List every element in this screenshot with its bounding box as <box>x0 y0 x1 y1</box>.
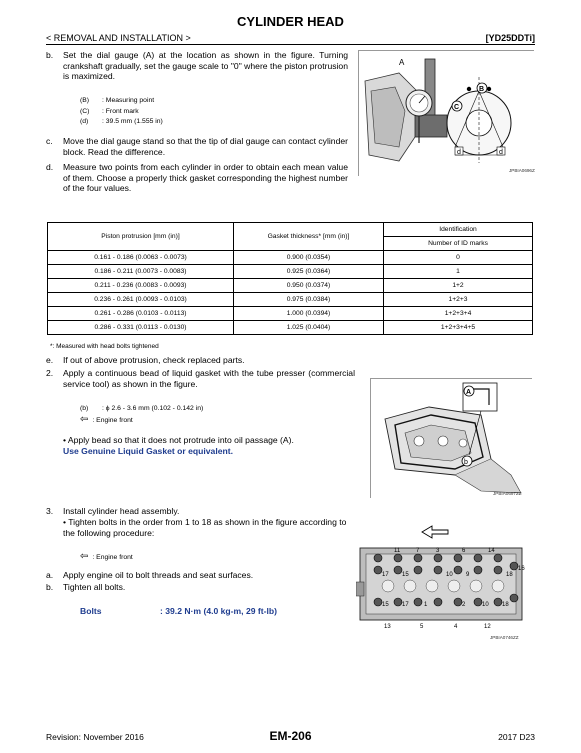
legend-row-front: ⇦ : Engine front <box>80 413 133 425</box>
dial-gauge-illustration <box>359 51 535 177</box>
step-text: Set the dial gauge (A) at the location as shown in the figure. Turning crankshaft gradually, set the gauge scale to "0" where the piston protrusion is maximized. <box>63 50 348 81</box>
label-c: C <box>454 104 460 111</box>
page-title: CYLINDER HEAD <box>237 14 344 29</box>
step-number: c. <box>46 136 53 146</box>
step-number: d. <box>46 162 54 172</box>
gasket-bead-illustration <box>371 379 533 499</box>
step-text: Install cylinder head assembly. <box>63 506 180 516</box>
bolt-number: 3 <box>436 548 440 554</box>
header-rule <box>46 44 535 45</box>
bolt-number: 14 <box>488 548 495 554</box>
figure-caption: JPBIA0697ZZ <box>493 491 522 496</box>
header-piston-protrusion: Piston protrusion [mm (in)] <box>48 223 234 251</box>
tighten-order-note: • Tighten bolts in the order from 1 to 18 as shown in the figure according to the following procedure: <box>63 517 347 538</box>
step-number: 3. <box>46 506 54 516</box>
gasket-selection-table <box>47 222 533 335</box>
step-d-measure <box>46 162 348 196</box>
table-row: 0.286 - 0.331 (0.0113 - 0.0130) 1.025 (0.0404) 1+2+3+4+5 <box>48 321 533 335</box>
label-a: A <box>466 389 472 396</box>
figure-caption: JPBIA0746ZZ <box>490 635 519 640</box>
label-d-right: d <box>499 149 503 156</box>
bolts-torque-value: : 39.2 N·m (4.0 kg-m, 29 ft-lb) <box>160 606 277 616</box>
bolt-number: 4 <box>454 624 458 630</box>
figure-liquid-gasket <box>370 378 532 498</box>
step-text: Measure two points from each cylinder in order to obtain each mean value of them. Choose a properly thick gasket corresponding the highest number of the four values. <box>63 162 348 193</box>
bolt-number: 5 <box>420 624 424 630</box>
section-heading: < REMOVAL AND INSTALLATION > <box>46 33 191 43</box>
bolt-number: 9 <box>466 572 470 578</box>
bead-note: • Apply bead so that it does not protrude into oil passage (A). <box>63 435 294 445</box>
legend-row-d: (d) : 39.5 mm (1.555 in) <box>80 118 163 125</box>
bolt-number: 2 <box>462 602 466 608</box>
figure-caption: JPBIA0696ZZ <box>509 168 535 173</box>
step-number: b. <box>46 50 54 60</box>
step-text: Apply engine oil to bolt threads and seat surfaces. <box>63 570 254 580</box>
figure-dial-gauge <box>358 50 534 176</box>
bolt-number: 18 <box>506 572 513 578</box>
engine-front-arrow-icon: ⇦ <box>80 551 89 562</box>
step-text: Move the dial gauge stand so that the tip of dial gauge can contact cylinder block. Read the difference. <box>63 136 348 157</box>
bolt-number: 17 <box>402 602 409 608</box>
step-text: Apply a continuous bead of liquid gasket with the tube presser (commercial service tool) as shown in the figure. <box>63 368 355 389</box>
step-e-check <box>46 355 526 367</box>
table-row: 0.211 - 0.236 (0.0083 - 0.0093) 0.950 (0.0374) 1+2 <box>48 279 533 293</box>
bolt-number: 16 <box>518 566 525 572</box>
legend-engine-front: ⇦ : Engine front <box>80 551 133 562</box>
table-note: *: Measured with head bolts tightened <box>50 343 159 350</box>
bolt-number: 10 <box>446 572 453 578</box>
step-number: e. <box>46 355 54 365</box>
header-identification: Identification <box>384 223 533 237</box>
step-c-move-stand <box>46 136 348 158</box>
table-row: 0.261 - 0.286 (0.0103 - 0.0113) 1.000 (0.0394) 1+2+3+4 <box>48 307 533 321</box>
step-number: a. <box>46 570 54 580</box>
label-b: B <box>479 86 485 93</box>
label-b: b <box>464 459 468 466</box>
step-number: b. <box>46 582 54 592</box>
legend-bead <box>80 404 203 426</box>
bolts-label: Bolts <box>80 606 102 616</box>
table-row: 0.236 - 0.261 (0.0093 - 0.0103) 0.975 (0.0384) 1+2+3 <box>48 293 533 307</box>
bolt-number: 15 <box>402 572 409 578</box>
engine-front-arrow-icon: ⇦ <box>80 413 89 425</box>
bolt-number: 12 <box>484 624 491 630</box>
label-a: A <box>399 58 405 67</box>
step-text: Tighten all bolts. <box>63 582 126 592</box>
legend-measuring <box>80 96 163 128</box>
table-row: 0.161 - 0.186 (0.0063 - 0.0073) 0.900 (0.0354) 0 <box>48 251 533 265</box>
model-year: 2017 D23 <box>498 732 535 742</box>
bolt-number: 13 <box>384 624 391 630</box>
step-text: If out of above protrusion, check replaced parts. <box>63 355 245 365</box>
bolt-number: 11 <box>394 548 401 554</box>
bead-emphasis: Use Genuine Liquid Gasket or equivalent. <box>63 446 234 456</box>
bolt-number: 6 <box>462 548 466 554</box>
header-id-marks: Number of ID marks <box>384 237 533 251</box>
table-row: 0.186 - 0.211 (0.0073 - 0.0083) 0.925 (0.0364) 1 <box>48 265 533 279</box>
bolt-sequence-illustration <box>356 522 532 642</box>
bolt-number: 17 <box>382 572 389 578</box>
bolt-number: 18 <box>502 602 509 608</box>
revision-date: Revision: November 2016 <box>46 732 144 742</box>
bolt-number: 15 <box>382 602 389 608</box>
step-number: 2. <box>46 368 54 378</box>
page-number: EM-206 <box>269 729 312 743</box>
bolt-number: 7 <box>416 548 420 554</box>
bolt-number: 10 <box>482 602 489 608</box>
header-gasket-thickness: Gasket thickness* [mm (in)] <box>234 223 384 251</box>
legend-row-b: (B) : Measuring point <box>80 97 155 104</box>
label-d-left: d <box>457 149 461 156</box>
engine-code: [YD25DDTi] <box>485 33 535 43</box>
figure-bolt-sequence <box>356 522 532 642</box>
step-b-set-dial-gauge <box>46 50 348 84</box>
legend-row-b: (b) : ϕ 2.6 - 3.6 mm (0.102 - 0.142 in) <box>80 405 204 412</box>
bolt-number: 1 <box>424 602 428 608</box>
legend-row-c: (C) : Front mark <box>80 107 139 115</box>
step-2-apply-gasket <box>46 368 356 392</box>
